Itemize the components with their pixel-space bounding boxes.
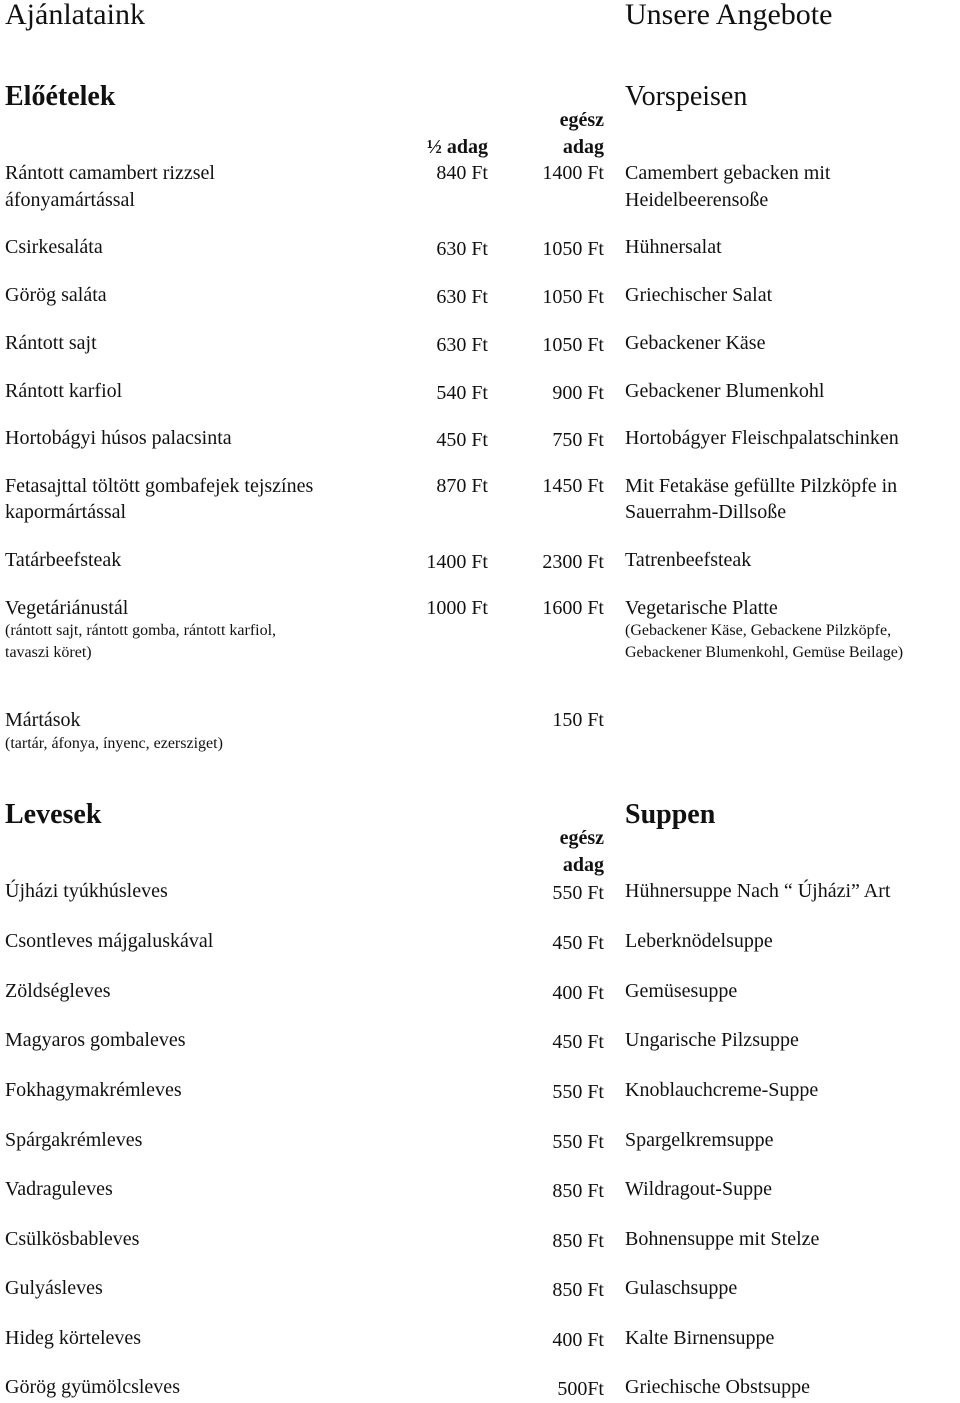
starter-name-de: Hühnersalat — [625, 236, 722, 258]
section-title-soups-de: Suppen — [625, 799, 716, 830]
soup-price: 550 Ft — [552, 882, 604, 904]
soup-price: 550 Ft — [552, 1081, 604, 1103]
starter-price-full: 1600 Ft — [542, 597, 604, 619]
soup-name-de: Kalte Birnensuppe — [625, 1327, 775, 1349]
column-header-full-portion-line1: egész — [559, 109, 604, 131]
starter-name-hu-line2: áfonyamártással — [5, 189, 135, 211]
soup-name-de: Knoblauchcreme-Suppe — [625, 1079, 819, 1101]
soup-price: 400 Ft — [552, 982, 604, 1004]
column-header-half-portion: ½ adag — [426, 136, 488, 158]
starter-name-hu: Rántott karfiol — [5, 380, 123, 402]
starter-price-full: 1050 Ft — [542, 238, 604, 260]
starter-name-de: Hortobágyer Fleischpalatschinken — [625, 427, 899, 449]
section-title-starters-de: Vorspeisen — [625, 81, 748, 112]
starter-price-half: 840 Ft — [436, 162, 488, 184]
starter-price-half: 1400 Ft — [426, 551, 488, 573]
starter-price-full: 1450 Ft — [542, 475, 604, 497]
starter-price-half: 630 Ft — [436, 286, 488, 308]
starter-name-de-line2: Sauerrahm-Dillsoße — [625, 501, 787, 523]
soup-price: 550 Ft — [552, 1131, 604, 1153]
soup-name-hu: Fokhagymakrémleves — [5, 1079, 182, 1101]
starter-description-de-line2: Gebackener Blumenkohl, Gemüse Beilage) — [625, 644, 904, 661]
soup-column-header-line2: adag — [562, 854, 604, 876]
soup-price: 850 Ft — [552, 1180, 604, 1202]
starter-description-hu-line2: tavaszi köret) — [5, 644, 92, 661]
soup-price: 850 Ft — [552, 1279, 604, 1301]
soup-price: 500Ft — [557, 1378, 604, 1400]
soup-price: 450 Ft — [552, 1031, 604, 1053]
soup-name-de: Wildragout-Suppe — [625, 1178, 772, 1200]
starter-price-half: 540 Ft — [436, 382, 488, 404]
column-header-full-portion-line2: adag — [562, 136, 604, 158]
sauces-description: (tartár, áfonya, ínyenc, ezersziget) — [5, 735, 223, 752]
soup-name-hu: Csontleves májgaluskával — [5, 930, 214, 952]
starter-name-de-line2: Heidelbeerensoße — [625, 189, 769, 211]
starter-name-hu: Tatárbeefsteak — [5, 549, 122, 571]
starter-price-half: 1000 Ft — [426, 597, 488, 619]
starter-name-de: Mit Fetakäse gefüllte Pilzköpfe in — [625, 475, 898, 497]
soup-name-de: Gemüsesuppe — [625, 980, 738, 1002]
starter-name-hu-line2: kapormártással — [5, 501, 127, 523]
starter-price-half: 630 Ft — [436, 334, 488, 356]
sauces-price: 150 Ft — [552, 709, 604, 731]
soup-name-de: Bohnensuppe mit Stelze — [625, 1228, 820, 1250]
soup-name-hu: Zöldségleves — [5, 980, 111, 1002]
soup-name-hu: Görög gyümölcsleves — [5, 1376, 180, 1398]
soup-name-de: Leberknödelsuppe — [625, 930, 773, 952]
soup-name-de: Ungarische Pilzsuppe — [625, 1029, 799, 1051]
starter-price-full: 1050 Ft — [542, 286, 604, 308]
starter-price-full: 900 Ft — [552, 382, 604, 404]
soup-column-header-line1: egész — [559, 827, 604, 849]
soup-name-de: Gulaschsuppe — [625, 1277, 738, 1299]
starter-name-hu: Csirkesaláta — [5, 236, 103, 258]
starter-name-de: Vegetarische Platte — [625, 597, 778, 619]
soup-name-de: Hühnersuppe Nach “ Újházi” Art — [625, 880, 891, 902]
soup-name-hu: Vadraguleves — [5, 1178, 113, 1200]
starter-price-full: 750 Ft — [552, 429, 604, 451]
starter-name-de: Gebackener Blumenkohl — [625, 380, 825, 402]
soup-price: 850 Ft — [552, 1230, 604, 1252]
title-german: Unsere Angebote — [625, 0, 833, 31]
soup-price: 450 Ft — [552, 932, 604, 954]
starter-price-full: 1050 Ft — [542, 334, 604, 356]
starter-description-de: (Gebackener Käse, Gebackene Pilzköpfe, — [625, 622, 892, 639]
starter-price-full: 2300 Ft — [542, 551, 604, 573]
section-title-starters-hu: Előételek — [5, 81, 116, 112]
soup-name-hu: Gulyásleves — [5, 1277, 103, 1299]
starter-name-hu: Vegetáriánustál — [5, 597, 129, 619]
starter-name-hu: Görög saláta — [5, 284, 107, 306]
starter-price-full: 1400 Ft — [542, 162, 604, 184]
starter-name-de: Camembert gebacken mit — [625, 162, 831, 184]
soup-name-hu: Spárgakrémleves — [5, 1129, 143, 1151]
starter-name-de: Gebackener Käse — [625, 332, 766, 354]
soup-name-hu: Csülkösbableves — [5, 1228, 140, 1250]
starter-name-hu: Rántott camambert rizzsel — [5, 162, 215, 184]
starter-description-hu: (rántott sajt, rántott gomba, rántott karfiol, — [5, 622, 277, 639]
starter-name-de: Griechischer Salat — [625, 284, 773, 306]
title-hungarian: Ajánlataink — [5, 0, 145, 31]
starter-name-hu: Fetasajttal töltött gombafejek tejszínes — [5, 475, 314, 497]
soup-name-de: Griechische Obstsuppe — [625, 1376, 810, 1398]
soup-name-hu: Hideg körteleves — [5, 1327, 142, 1349]
soup-price: 400 Ft — [552, 1329, 604, 1351]
starter-price-half: 870 Ft — [436, 475, 488, 497]
soup-name-de: Spargelkremsuppe — [625, 1129, 774, 1151]
soup-name-hu: Újházi tyúkhúsleves — [5, 880, 168, 902]
section-title-soups-hu: Levesek — [5, 799, 102, 830]
soup-name-hu: Magyaros gombaleves — [5, 1029, 186, 1051]
starter-price-half: 630 Ft — [436, 238, 488, 260]
sauces-name: Mártások — [5, 709, 81, 731]
starter-name-hu: Hortobágyi húsos palacsinta — [5, 427, 232, 449]
starter-name-de: Tatrenbeefsteak — [625, 549, 752, 571]
starter-name-hu: Rántott sajt — [5, 332, 97, 354]
starter-price-half: 450 Ft — [436, 429, 488, 451]
